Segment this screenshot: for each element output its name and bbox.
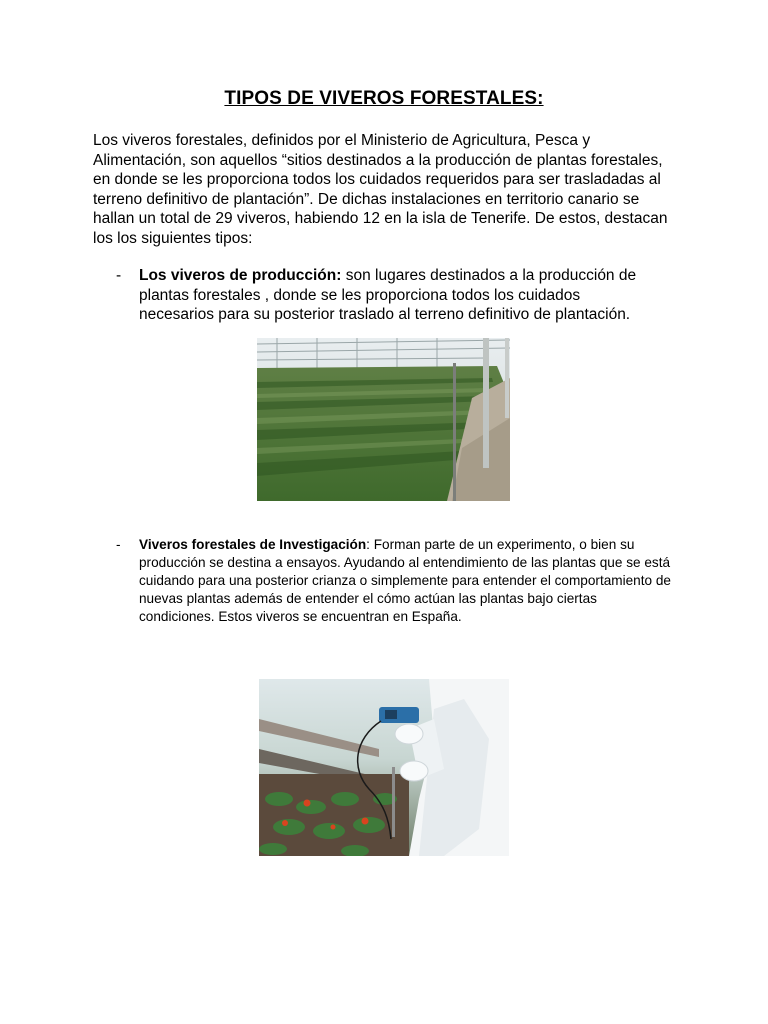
- bullet-research-nurseries: [116, 536, 676, 626]
- page-title: TIPOS DE VIVEROS FORESTALES:: [224, 88, 544, 109]
- bullet-text: [139, 266, 656, 325]
- bullet-text: [139, 536, 676, 626]
- bullet-description: son lugares destinados a la producción de plantas forestales , donde se les proporciona todos los cuidados necesarios para su posterior traslado al terreno definitivo de plantación.: [139, 267, 637, 323]
- intro-paragraph: Los viveros forestales, definidos por el Ministerio de Agricultura, Pesca y Alimentación, son aquellos “sitios destinados a la producción de plantas forestales, en donde se les proporciona todos los cuidados requeridos para ser trasladadas al terreno definitivo de plantación”. De dichas instalaciones en territorio canario se hallan un total de 29 viveros, habiendo 12 en la isla de Tenerife. De estos, destacan los los siguientes tipos:: [93, 132, 668, 247]
- bullet-dash: -: [116, 267, 122, 284]
- bullet-production-nurseries: [116, 266, 656, 325]
- bullet-dash: -: [116, 537, 121, 552]
- researcher-photo: [259, 679, 509, 856]
- bullet-description: : Forman parte de un experimento, o bien su producción se destina a ensayos. Ayudando al entendimiento de las plantas que se está cuidando para una posterior crianza o simplemente para entender el comportamiento de nuevas plantas además de entender el cómo actúan las plantas bajo ciertas condiciones. Estos viveros se encuentran en España.: [139, 537, 671, 624]
- bullet-term: Los viveros de producción:: [139, 267, 342, 284]
- greenhouse-nursery-photo: [257, 338, 510, 501]
- bullet-term: Viveros forestales de Investigación: [139, 537, 367, 552]
